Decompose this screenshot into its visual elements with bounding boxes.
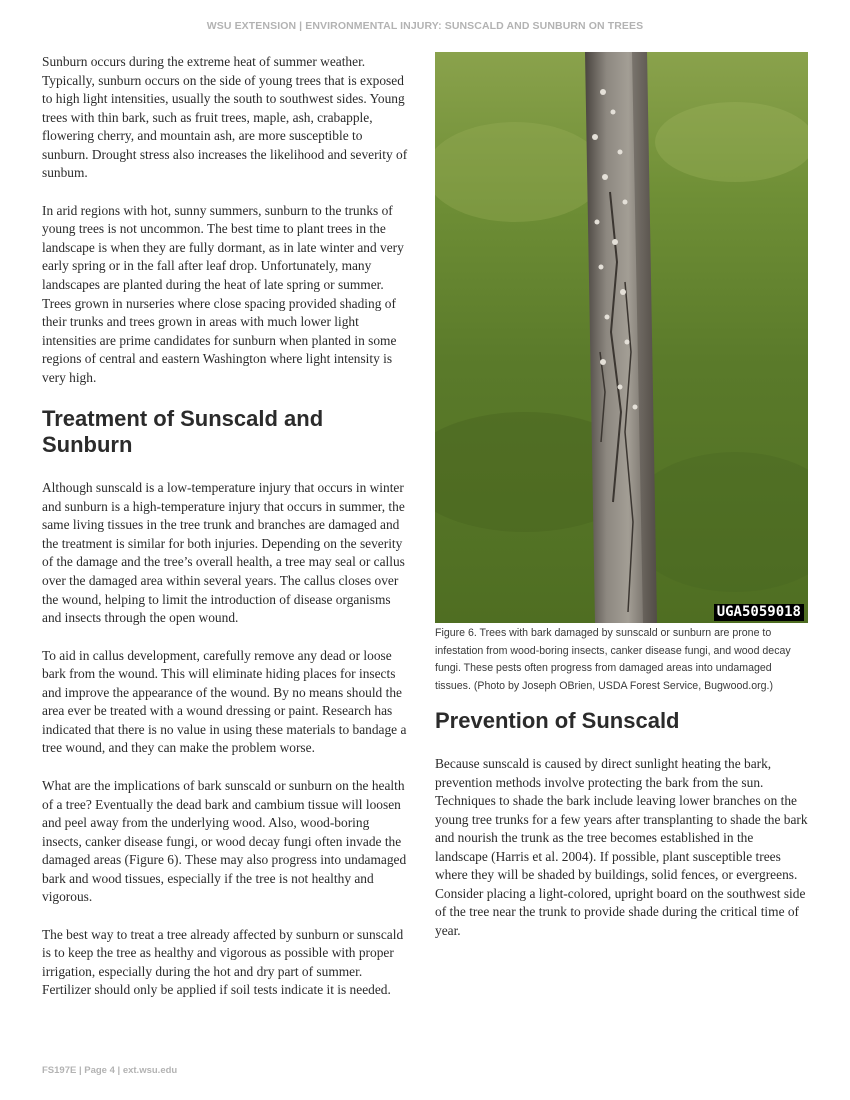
- heading-treatment: Treatment of Sunscald and Sunburn: [42, 406, 324, 458]
- paragraph-implications: What are the implications of bark sunscald or sunburn on the health of a tree? Eventually the dead bark and cambium tissue will loosen and peel away from the underlying wood. Also, wood-boring insects, canker disease fungi, or wood decay fungi often invade the damaged areas (Figure 6). These may also progress into undamaged bark and wood tissues, especially if the tree is not healthy and vigorous.: [42, 777, 407, 905]
- running-header: WSU EXTENSION | ENVIRONMENTAL INJURY: SUNSCALD AND SUNBURN ON TREES: [206, 20, 644, 32]
- tree-trunk-photo: [435, 52, 808, 623]
- paragraph-sunburn-intro: Sunburn occurs during the extreme heat of summer weather. Typically, sunburn occurs on the side of young trees that is exposed to high light intensities, usually the south to southwest sides. Young trees with thin bark, such as fruit trees, maple, ash, crabapple, flowering cherry, and mountain ash, are more susceptible to sunburn. Drought stress also increases the likelihood and severity of sunbum.: [42, 54, 408, 181]
- paragraph-arid-regions: In arid regions with hot, sunny summers, sunburn to the trunks of young trees is not uncommon. The best time to plant trees in the landscape is when they are fully dormant, as in late winter and very early spring or in the fall after leaf drop. Unfortunately, many landscapes are planted during the heat of late spring or summer. Trees grown in nurseries where close spacing provided shading of their trunks and trees grown in areas with much lower light intensities are prime candidates for sunburn when planted in some regions of central and eastern Washington where light intensity is very high.: [42, 202, 404, 385]
- left-column: [42, 53, 412, 1019]
- paragraph-callus-development: To aid in callus development, carefully remove any dead or loose bark from the wound. This will eliminate hiding places for insects and improve the appearance of the wound. By no means should the area ever be treated with a wound dressing or paint. Research has indicated that there is no value in using these materials to bandage a tree wound, and they can make the problem worse.: [42, 647, 407, 756]
- paragraph-best-treatment: The best way to treat a tree already affected by sunburn or sunscald is to keep the tree as healthy and vigorous as possible with proper irrigation, especially during the hot and dry part of summer. Fertilizer should only be applied if soil tests indicate it is needed.: [42, 926, 404, 998]
- heading-prevention: Prevention of Sunscald: [435, 708, 680, 733]
- paragraph-prevention: Because sunscald is caused by direct sunlight heating the bark, prevention methods involve protecting the bark from the sun. Techniques to shade the bark include leaving lower branches on the young tree trunks for a few years after transplanting to shade the bark and nourish the trunk as the tree becomes established in the landscape (Harris et al. 2004). If possible, plant susceptible trees where they will be shaded by buildings, solid fences, or evergreens. Consider placing a light-colored, upright board on the southwest side of the tree near the trunk to provide shade during the critical time of year.: [435, 756, 808, 938]
- paragraph-treatment-overview: Although sunscald is a low-temperature injury that occurs in winter and sunburn is a high-temperature injury that occurs in summer, the same living tissues in the tree trunk and branches are damaged and the treatment is similar for both injuries. Depending on the severity of the damage and the tree’s overall health, a tree may seal or callus over the damaged area within several years. The callus closes over the wound, helping to limit the introduction of disease organisms and insects through the open wound.: [42, 480, 405, 626]
- figure-caption: Figure 6. Trees with bark damaged by sunscald or sunburn are prone to infestation from wood-boring insects, canker disease fungi, and wood decay fungi. These pests often progress from damaged areas into undamaged tissues. (Photo by Joseph OBrien, USDA Forest Service, Bugwood.org.): [435, 627, 791, 692]
- tree-trunk-illustration: [435, 52, 808, 623]
- page-footer: FS197E | Page 4 | ext.wsu.edu: [42, 1065, 178, 1076]
- photo-id-watermark: UGA5059018: [714, 604, 804, 621]
- right-column: [435, 52, 809, 959]
